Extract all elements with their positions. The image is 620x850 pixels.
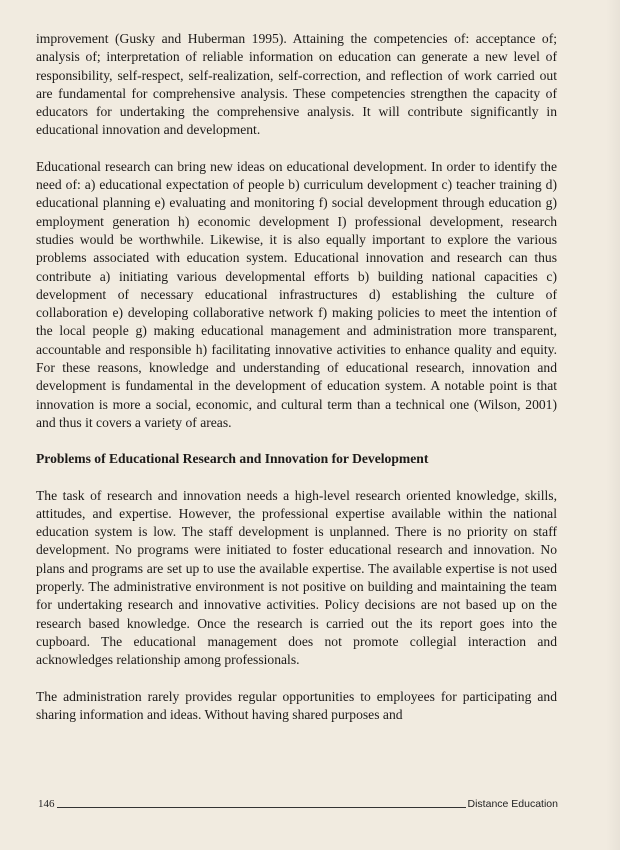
running-title: Distance Education — [467, 798, 558, 810]
footer-rule — [57, 806, 466, 808]
paragraph-4: The administration rarely provides regular opportunities to employees for participating and sharing information and ideas. Without having shared purposes and — [36, 688, 557, 722]
paragraph-1: improvement (Gusky and Huberman 1995). Attaining the competencies of: acceptance of; analysis of; interpretation of reliable information on education can generate a new level of responsibility, self-respect, self-realization, self-correction, and reflection of work carried out are fundamental for comprehensive analysis. These competencies strengthen the capacity of educators for undertaking the comprehensive analysis. It will contribute significantly in educational innovation and development. — [36, 31, 557, 138]
page-footer — [38, 798, 558, 810]
paragraph-2: Educational research can bring new ideas on educational development. In order to identify the need of: a) educational expectation of people b) curriculum development c) teacher training d) educational planning e) evaluating and monitoring f) social development through education g) employment generation h) economic development I) professional development, research studies would be worthwhile. Likewise, it is also equally important to explore the various problems associated with education system. Educational innovation and research can thus contribute a) initiating various developmental efforts b) building national capacities c) development of necessary educational infrastructures d) establishing the culture of collaboration e) developing collaborative network f) making policies to meet the intention of the local people g) making educational management and administration more transparent, accountable and responsible h) facilitating innovative activities to enhance quality and equity. For these reasons, knowledge and understanding of educational research, innovation and development is fundamental in the development of education system. A notable point is that innovation is more a social, economic, and cultural term than a technical one (Wilson, 2001) and thus it covers a variety of areas. — [36, 158, 557, 430]
page-body — [36, 30, 557, 724]
page-edge-shadow — [606, 0, 620, 850]
paragraph-3: The task of research and innovation needs a high-level research oriented knowledge, skills, attitudes, and expertise. However, the professional expertise available within the national education system is low. The staff development is unplanned. There is no priority on staff development. No programs were initiated to foster educational research and innovation. No plans and programs are set up to use the available expertise. The available expertise is not used properly. The administrative environment is not positive on building and maintaining the team for undertaking research and innovative activities. Policy decisions are not based up on the research based knowledge. Once the research is carried out the its report goes into the cupboard. The educational management does not promote collegial interaction and acknowledges relationship among professionals. — [36, 487, 557, 668]
page-number: 146 — [38, 798, 55, 810]
section-heading: Problems of Educational Research and Innovation for Development — [36, 451, 429, 467]
